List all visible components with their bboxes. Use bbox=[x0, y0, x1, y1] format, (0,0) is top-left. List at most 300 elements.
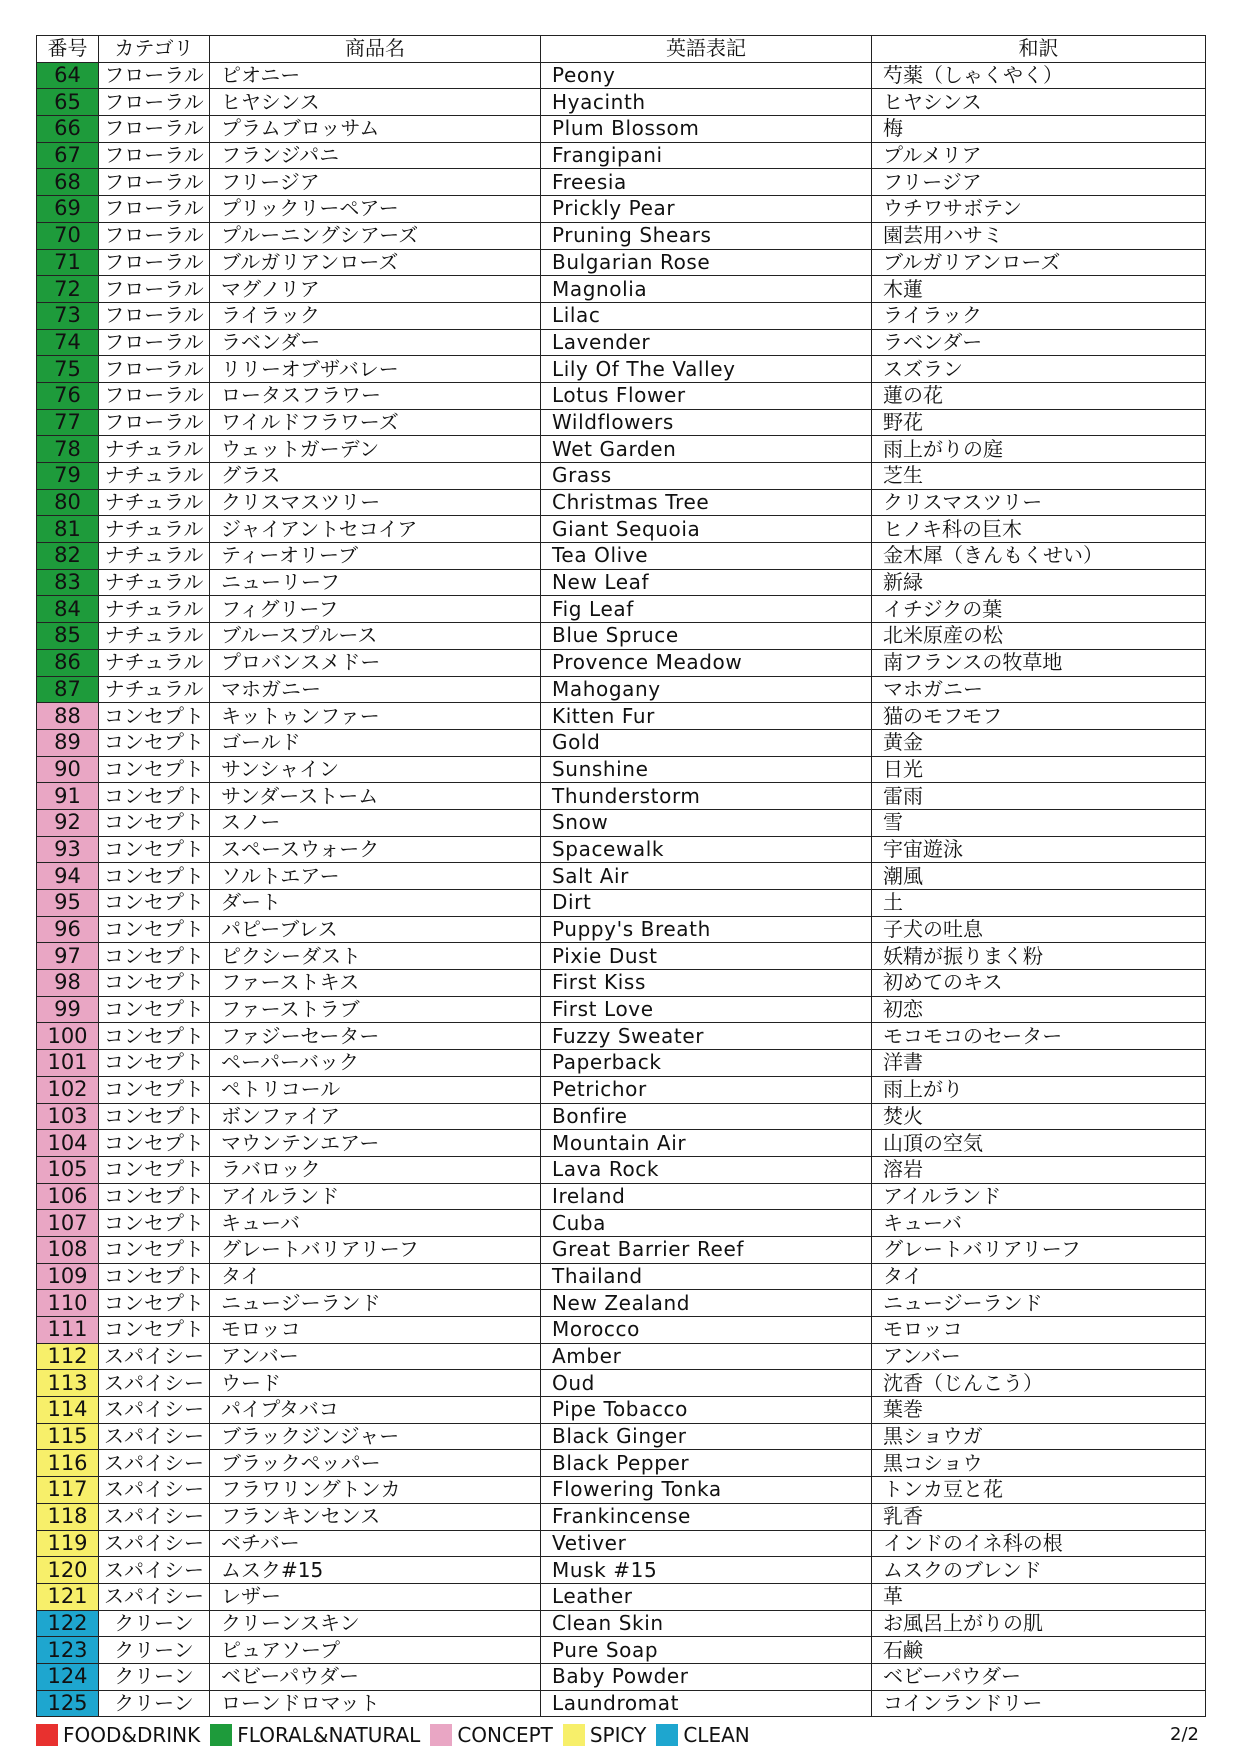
row-japanese-translation: ニュージーランド bbox=[872, 1290, 1206, 1317]
row-category: クリーン bbox=[99, 1690, 210, 1717]
table-row bbox=[37, 1156, 1206, 1183]
row-english-name: Oud bbox=[541, 1370, 872, 1397]
row-english-name: Wildflowers bbox=[541, 409, 872, 436]
row-japanese-translation: 子犬の吐息 bbox=[872, 916, 1206, 943]
row-category: コンセプト bbox=[99, 729, 210, 756]
row-category: フローラル bbox=[99, 196, 210, 223]
row-english-name: Provence Meadow bbox=[541, 649, 872, 676]
row-category: コンセプト bbox=[99, 996, 210, 1023]
row-english-name: Sunshine bbox=[541, 756, 872, 783]
row-japanese-translation: 芝生 bbox=[872, 463, 1206, 490]
table-row bbox=[37, 1317, 1206, 1344]
row-number: 106 bbox=[37, 1183, 99, 1210]
row-product-name: ペトリコール bbox=[210, 1076, 541, 1103]
row-number: 93 bbox=[37, 836, 99, 863]
row-english-name: Great Barrier Reef bbox=[541, 1236, 872, 1263]
row-number: 98 bbox=[37, 970, 99, 997]
row-japanese-translation: ウチワサボテン bbox=[872, 196, 1206, 223]
row-number: 79 bbox=[37, 463, 99, 490]
row-number: 109 bbox=[37, 1263, 99, 1290]
fragrance-list-table bbox=[36, 35, 1206, 1717]
table-row bbox=[37, 943, 1206, 970]
row-number: 100 bbox=[37, 1023, 99, 1050]
row-category: スパイシー bbox=[99, 1477, 210, 1504]
row-english-name: Magnolia bbox=[541, 276, 872, 303]
row-product-name: プルーニングシアーズ bbox=[210, 222, 541, 249]
header-number: 番号 bbox=[37, 36, 99, 63]
row-japanese-translation: 石鹸 bbox=[872, 1637, 1206, 1664]
table-row bbox=[37, 329, 1206, 356]
row-english-name: Lava Rock bbox=[541, 1156, 872, 1183]
row-number: 123 bbox=[37, 1637, 99, 1664]
row-number: 91 bbox=[37, 783, 99, 810]
row-product-name: パピーブレス bbox=[210, 916, 541, 943]
row-product-name: ニューリーフ bbox=[210, 569, 541, 596]
row-japanese-translation: 日光 bbox=[872, 756, 1206, 783]
row-product-name: ラベンダー bbox=[210, 329, 541, 356]
legend-swatch bbox=[210, 1724, 232, 1746]
row-english-name: Paperback bbox=[541, 1050, 872, 1077]
row-category: フローラル bbox=[99, 89, 210, 116]
table-row bbox=[37, 1397, 1206, 1424]
table-row bbox=[37, 489, 1206, 516]
row-product-name: ファーストラブ bbox=[210, 996, 541, 1023]
row-english-name: Ireland bbox=[541, 1183, 872, 1210]
table-row bbox=[37, 276, 1206, 303]
table-row bbox=[37, 1050, 1206, 1077]
table-row bbox=[37, 1557, 1206, 1584]
row-product-name: ピオニー bbox=[210, 62, 541, 89]
table-row bbox=[37, 996, 1206, 1023]
table-row bbox=[37, 1450, 1206, 1477]
table-row bbox=[37, 970, 1206, 997]
row-english-name: Freesia bbox=[541, 169, 872, 196]
table-row bbox=[37, 916, 1206, 943]
table-row bbox=[37, 756, 1206, 783]
row-japanese-translation: 新緑 bbox=[872, 569, 1206, 596]
row-category: コンセプト bbox=[99, 836, 210, 863]
row-product-name: ラバロック bbox=[210, 1156, 541, 1183]
row-english-name: Puppy's Breath bbox=[541, 916, 872, 943]
row-japanese-translation: 黒ショウガ bbox=[872, 1423, 1206, 1450]
legend-swatch bbox=[656, 1724, 678, 1746]
row-japanese-translation: 潮風 bbox=[872, 863, 1206, 890]
table-row bbox=[37, 116, 1206, 143]
row-japanese-translation: 初めてのキス bbox=[872, 970, 1206, 997]
row-number: 85 bbox=[37, 623, 99, 650]
row-english-name: Musk #15 bbox=[541, 1557, 872, 1584]
row-product-name: アンバー bbox=[210, 1343, 541, 1370]
legend-label: SPICY bbox=[589, 1723, 647, 1747]
row-category: コンセプト bbox=[99, 809, 210, 836]
row-japanese-translation: プルメリア bbox=[872, 142, 1206, 169]
row-category: スパイシー bbox=[99, 1370, 210, 1397]
table-row bbox=[37, 863, 1206, 890]
row-number: 78 bbox=[37, 436, 99, 463]
row-product-name: ロータスフラワー bbox=[210, 382, 541, 409]
row-english-name: First Love bbox=[541, 996, 872, 1023]
row-number: 65 bbox=[37, 89, 99, 116]
row-english-name: Lotus Flower bbox=[541, 382, 872, 409]
row-category: コンセプト bbox=[99, 1210, 210, 1237]
row-product-name: モロッコ bbox=[210, 1317, 541, 1344]
row-category: ナチュラル bbox=[99, 569, 210, 596]
row-english-name: Blue Spruce bbox=[541, 623, 872, 650]
row-japanese-translation: 金木犀（きんもくせい） bbox=[872, 543, 1206, 570]
row-english-name: Lily Of The Valley bbox=[541, 356, 872, 383]
row-number: 73 bbox=[37, 302, 99, 329]
row-japanese-translation: ムスクのブレンド bbox=[872, 1557, 1206, 1584]
table-row bbox=[37, 836, 1206, 863]
row-japanese-translation: マホガニー bbox=[872, 676, 1206, 703]
row-japanese-translation: 初恋 bbox=[872, 996, 1206, 1023]
row-category: ナチュラル bbox=[99, 623, 210, 650]
row-japanese-translation: タイ bbox=[872, 1263, 1206, 1290]
table-row bbox=[37, 1370, 1206, 1397]
table-row bbox=[37, 62, 1206, 89]
row-category: コンセプト bbox=[99, 1130, 210, 1157]
row-product-name: ダート bbox=[210, 890, 541, 917]
row-number: 69 bbox=[37, 196, 99, 223]
row-category: コンセプト bbox=[99, 970, 210, 997]
row-number: 95 bbox=[37, 890, 99, 917]
row-product-name: ソルトエアー bbox=[210, 863, 541, 890]
row-japanese-translation: 南フランスの牧草地 bbox=[872, 649, 1206, 676]
row-product-name: ブラックジンジャー bbox=[210, 1423, 541, 1450]
row-category: ナチュラル bbox=[99, 676, 210, 703]
row-english-name: Clean Skin bbox=[541, 1610, 872, 1637]
row-product-name: プラムブロッサム bbox=[210, 116, 541, 143]
page-number: 2/2 bbox=[1170, 1724, 1199, 1745]
row-product-name: タイ bbox=[210, 1263, 541, 1290]
row-english-name: Snow bbox=[541, 809, 872, 836]
row-category: クリーン bbox=[99, 1663, 210, 1690]
row-category: フローラル bbox=[99, 329, 210, 356]
row-japanese-translation: モロッコ bbox=[872, 1317, 1206, 1344]
row-product-name: ピュアソープ bbox=[210, 1637, 541, 1664]
row-english-name: Tea Olive bbox=[541, 543, 872, 570]
table-row bbox=[37, 1690, 1206, 1717]
row-english-name: Flowering Tonka bbox=[541, 1477, 872, 1504]
row-number: 96 bbox=[37, 916, 99, 943]
row-number: 75 bbox=[37, 356, 99, 383]
row-english-name: Salt Air bbox=[541, 863, 872, 890]
legend-label: CLEAN bbox=[683, 1723, 750, 1747]
header-english-name: 英語表記 bbox=[541, 36, 872, 63]
table-row bbox=[37, 729, 1206, 756]
row-category: コンセプト bbox=[99, 756, 210, 783]
row-category: コンセプト bbox=[99, 1263, 210, 1290]
row-product-name: ブルガリアンローズ bbox=[210, 249, 541, 276]
row-product-name: ボンファイア bbox=[210, 1103, 541, 1130]
table-row bbox=[37, 1583, 1206, 1610]
row-japanese-translation: ラベンダー bbox=[872, 329, 1206, 356]
table-row bbox=[37, 1477, 1206, 1504]
row-number: 110 bbox=[37, 1290, 99, 1317]
row-number: 104 bbox=[37, 1130, 99, 1157]
row-english-name: Frankincense bbox=[541, 1503, 872, 1530]
row-product-name: フランキンセンス bbox=[210, 1503, 541, 1530]
row-english-name: Grass bbox=[541, 463, 872, 490]
row-number: 71 bbox=[37, 249, 99, 276]
row-product-name: グラス bbox=[210, 463, 541, 490]
row-english-name: Petrichor bbox=[541, 1076, 872, 1103]
row-english-name: Gold bbox=[541, 729, 872, 756]
row-japanese-translation: スズラン bbox=[872, 356, 1206, 383]
row-japanese-translation: インドのイネ科の根 bbox=[872, 1530, 1206, 1557]
legend-item bbox=[656, 1723, 749, 1747]
row-number: 88 bbox=[37, 703, 99, 730]
row-english-name: Bonfire bbox=[541, 1103, 872, 1130]
row-english-name: Pruning Shears bbox=[541, 222, 872, 249]
row-product-name: ムスク#15 bbox=[210, 1557, 541, 1584]
legend-item bbox=[210, 1723, 420, 1747]
header-product-name: 商品名 bbox=[210, 36, 541, 63]
row-japanese-translation: お風呂上がりの肌 bbox=[872, 1610, 1206, 1637]
table-row bbox=[37, 142, 1206, 169]
row-number: 80 bbox=[37, 489, 99, 516]
row-category: コンセプト bbox=[99, 783, 210, 810]
row-number: 82 bbox=[37, 543, 99, 570]
row-english-name: Prickly Pear bbox=[541, 196, 872, 223]
table-row bbox=[37, 1263, 1206, 1290]
row-product-name: ティーオリーブ bbox=[210, 543, 541, 570]
row-japanese-translation: 木蓮 bbox=[872, 276, 1206, 303]
row-japanese-translation: 革 bbox=[872, 1583, 1206, 1610]
row-product-name: クリーンスキン bbox=[210, 1610, 541, 1637]
row-number: 74 bbox=[37, 329, 99, 356]
table-row bbox=[37, 1343, 1206, 1370]
row-english-name: Cuba bbox=[541, 1210, 872, 1237]
row-number: 114 bbox=[37, 1397, 99, 1424]
table-row bbox=[37, 1530, 1206, 1557]
row-number: 117 bbox=[37, 1477, 99, 1504]
row-category: フローラル bbox=[99, 169, 210, 196]
table-row bbox=[37, 169, 1206, 196]
row-japanese-translation: 妖精が振りまく粉 bbox=[872, 943, 1206, 970]
table-row bbox=[37, 783, 1206, 810]
row-category: コンセプト bbox=[99, 1050, 210, 1077]
row-category: スパイシー bbox=[99, 1397, 210, 1424]
row-category: フローラル bbox=[99, 356, 210, 383]
legend-label: FOOD&DRINK bbox=[63, 1723, 201, 1747]
legend-item bbox=[563, 1723, 646, 1747]
row-japanese-translation: ヒヤシンス bbox=[872, 89, 1206, 116]
row-english-name: Spacewalk bbox=[541, 836, 872, 863]
table-row bbox=[37, 1423, 1206, 1450]
row-category: フローラル bbox=[99, 116, 210, 143]
row-japanese-translation: ベビーパウダー bbox=[872, 1663, 1206, 1690]
row-japanese-translation: 野花 bbox=[872, 409, 1206, 436]
table-row bbox=[37, 1210, 1206, 1237]
row-product-name: スペースウォーク bbox=[210, 836, 541, 863]
row-japanese-translation: 葉巻 bbox=[872, 1397, 1206, 1424]
table-row bbox=[37, 1023, 1206, 1050]
row-english-name: Black Pepper bbox=[541, 1450, 872, 1477]
row-number: 87 bbox=[37, 676, 99, 703]
row-product-name: ペーパーバック bbox=[210, 1050, 541, 1077]
row-english-name: Black Ginger bbox=[541, 1423, 872, 1450]
row-english-name: New Leaf bbox=[541, 569, 872, 596]
row-product-name: フィグリーフ bbox=[210, 596, 541, 623]
row-category: コンセプト bbox=[99, 890, 210, 917]
table-row bbox=[37, 890, 1206, 917]
legend-swatch bbox=[563, 1724, 585, 1746]
row-japanese-translation: アイルランド bbox=[872, 1183, 1206, 1210]
row-category: ナチュラル bbox=[99, 489, 210, 516]
table-row bbox=[37, 196, 1206, 223]
table-row bbox=[37, 649, 1206, 676]
row-japanese-translation: イチジクの葉 bbox=[872, 596, 1206, 623]
row-product-name: マホガニー bbox=[210, 676, 541, 703]
row-number: 77 bbox=[37, 409, 99, 436]
row-number: 119 bbox=[37, 1530, 99, 1557]
header-japanese-translation: 和訳 bbox=[872, 36, 1206, 63]
row-category: コンセプト bbox=[99, 1317, 210, 1344]
row-japanese-translation: アンバー bbox=[872, 1343, 1206, 1370]
row-product-name: パイプタバコ bbox=[210, 1397, 541, 1424]
row-number: 89 bbox=[37, 729, 99, 756]
row-number: 66 bbox=[37, 116, 99, 143]
row-english-name: Fig Leaf bbox=[541, 596, 872, 623]
row-japanese-translation: 宇宙遊泳 bbox=[872, 836, 1206, 863]
row-japanese-translation: キューバ bbox=[872, 1210, 1206, 1237]
row-english-name: Vetiver bbox=[541, 1530, 872, 1557]
row-product-name: ローンドロマット bbox=[210, 1690, 541, 1717]
row-number: 125 bbox=[37, 1690, 99, 1717]
row-product-name: ニュージーランド bbox=[210, 1290, 541, 1317]
row-english-name: Baby Powder bbox=[541, 1663, 872, 1690]
row-japanese-translation: 沈香（じんこう） bbox=[872, 1370, 1206, 1397]
row-product-name: ゴールド bbox=[210, 729, 541, 756]
row-english-name: Giant Sequoia bbox=[541, 516, 872, 543]
table-row bbox=[37, 409, 1206, 436]
row-japanese-translation: 洋書 bbox=[872, 1050, 1206, 1077]
row-english-name: Frangipani bbox=[541, 142, 872, 169]
row-number: 116 bbox=[37, 1450, 99, 1477]
row-english-name: Wet Garden bbox=[541, 436, 872, 463]
row-product-name: ピクシーダスト bbox=[210, 943, 541, 970]
row-product-name: フランジパニ bbox=[210, 142, 541, 169]
row-category: ナチュラル bbox=[99, 649, 210, 676]
row-number: 97 bbox=[37, 943, 99, 970]
row-product-name: フリージア bbox=[210, 169, 541, 196]
row-number: 72 bbox=[37, 276, 99, 303]
legend-label: FLORAL&NATURAL bbox=[237, 1723, 421, 1747]
row-category: ナチュラル bbox=[99, 436, 210, 463]
row-category: フローラル bbox=[99, 276, 210, 303]
row-category: ナチュラル bbox=[99, 596, 210, 623]
table-row bbox=[37, 302, 1206, 329]
row-product-name: ファジーセーター bbox=[210, 1023, 541, 1050]
row-japanese-translation: コインランドリー bbox=[872, 1690, 1206, 1717]
row-category: コンセプト bbox=[99, 943, 210, 970]
row-category: フローラル bbox=[99, 142, 210, 169]
row-japanese-translation: ヒノキ科の巨木 bbox=[872, 516, 1206, 543]
row-number: 121 bbox=[37, 1583, 99, 1610]
row-product-name: ベチバー bbox=[210, 1530, 541, 1557]
row-category: コンセプト bbox=[99, 1156, 210, 1183]
row-number: 102 bbox=[37, 1076, 99, 1103]
row-product-name: ベビーパウダー bbox=[210, 1663, 541, 1690]
row-category: フローラル bbox=[99, 382, 210, 409]
table-row bbox=[37, 1637, 1206, 1664]
row-product-name: ウェットガーデン bbox=[210, 436, 541, 463]
row-number: 103 bbox=[37, 1103, 99, 1130]
row-category: コンセプト bbox=[99, 1183, 210, 1210]
table-row bbox=[37, 1183, 1206, 1210]
row-japanese-translation: ブルガリアンローズ bbox=[872, 249, 1206, 276]
row-english-name: Pixie Dust bbox=[541, 943, 872, 970]
table-row bbox=[37, 703, 1206, 730]
row-japanese-translation: ライラック bbox=[872, 302, 1206, 329]
row-japanese-translation: 蓮の花 bbox=[872, 382, 1206, 409]
row-category: フローラル bbox=[99, 62, 210, 89]
legend-swatch bbox=[36, 1724, 58, 1746]
row-english-name: Peony bbox=[541, 62, 872, 89]
row-category: コンセプト bbox=[99, 1236, 210, 1263]
row-product-name: フラワリングトンカ bbox=[210, 1477, 541, 1504]
row-number: 68 bbox=[37, 169, 99, 196]
row-number: 84 bbox=[37, 596, 99, 623]
table-row bbox=[37, 1610, 1206, 1637]
row-category: コンセプト bbox=[99, 1290, 210, 1317]
row-japanese-translation: 雨上がり bbox=[872, 1076, 1206, 1103]
row-english-name: Morocco bbox=[541, 1317, 872, 1344]
row-japanese-translation: 北米原産の松 bbox=[872, 623, 1206, 650]
row-english-name: Plum Blossom bbox=[541, 116, 872, 143]
row-japanese-translation: 焚火 bbox=[872, 1103, 1206, 1130]
table-row bbox=[37, 543, 1206, 570]
row-product-name: ファーストキス bbox=[210, 970, 541, 997]
table-row bbox=[37, 463, 1206, 490]
table-row bbox=[37, 249, 1206, 276]
row-english-name: Laundromat bbox=[541, 1690, 872, 1717]
row-english-name: Pure Soap bbox=[541, 1637, 872, 1664]
row-category: スパイシー bbox=[99, 1530, 210, 1557]
table-row bbox=[37, 436, 1206, 463]
row-category: クリーン bbox=[99, 1637, 210, 1664]
row-category: コンセプト bbox=[99, 1023, 210, 1050]
row-number: 107 bbox=[37, 1210, 99, 1237]
row-japanese-translation: 黄金 bbox=[872, 729, 1206, 756]
row-number: 122 bbox=[37, 1610, 99, 1637]
row-japanese-translation: モコモコのセーター bbox=[872, 1023, 1206, 1050]
row-japanese-translation: トンカ豆と花 bbox=[872, 1477, 1206, 1504]
row-japanese-translation: クリスマスツリー bbox=[872, 489, 1206, 516]
row-number: 67 bbox=[37, 142, 99, 169]
row-japanese-translation: 猫のモフモフ bbox=[872, 703, 1206, 730]
row-category: コンセプト bbox=[99, 916, 210, 943]
table-row bbox=[37, 356, 1206, 383]
row-number: 64 bbox=[37, 62, 99, 89]
row-english-name: Leather bbox=[541, 1583, 872, 1610]
row-number: 120 bbox=[37, 1557, 99, 1584]
row-number: 99 bbox=[37, 996, 99, 1023]
row-english-name: Christmas Tree bbox=[541, 489, 872, 516]
header-category: カテゴリ bbox=[99, 36, 210, 63]
row-product-name: マウンテンエアー bbox=[210, 1130, 541, 1157]
row-number: 111 bbox=[37, 1317, 99, 1344]
table-row bbox=[37, 1236, 1206, 1263]
row-number: 118 bbox=[37, 1503, 99, 1530]
table-row bbox=[37, 1290, 1206, 1317]
row-japanese-translation: 山頂の空気 bbox=[872, 1130, 1206, 1157]
table-row bbox=[37, 676, 1206, 703]
table-header-row bbox=[37, 36, 1206, 63]
row-category: フローラル bbox=[99, 409, 210, 436]
row-number: 113 bbox=[37, 1370, 99, 1397]
